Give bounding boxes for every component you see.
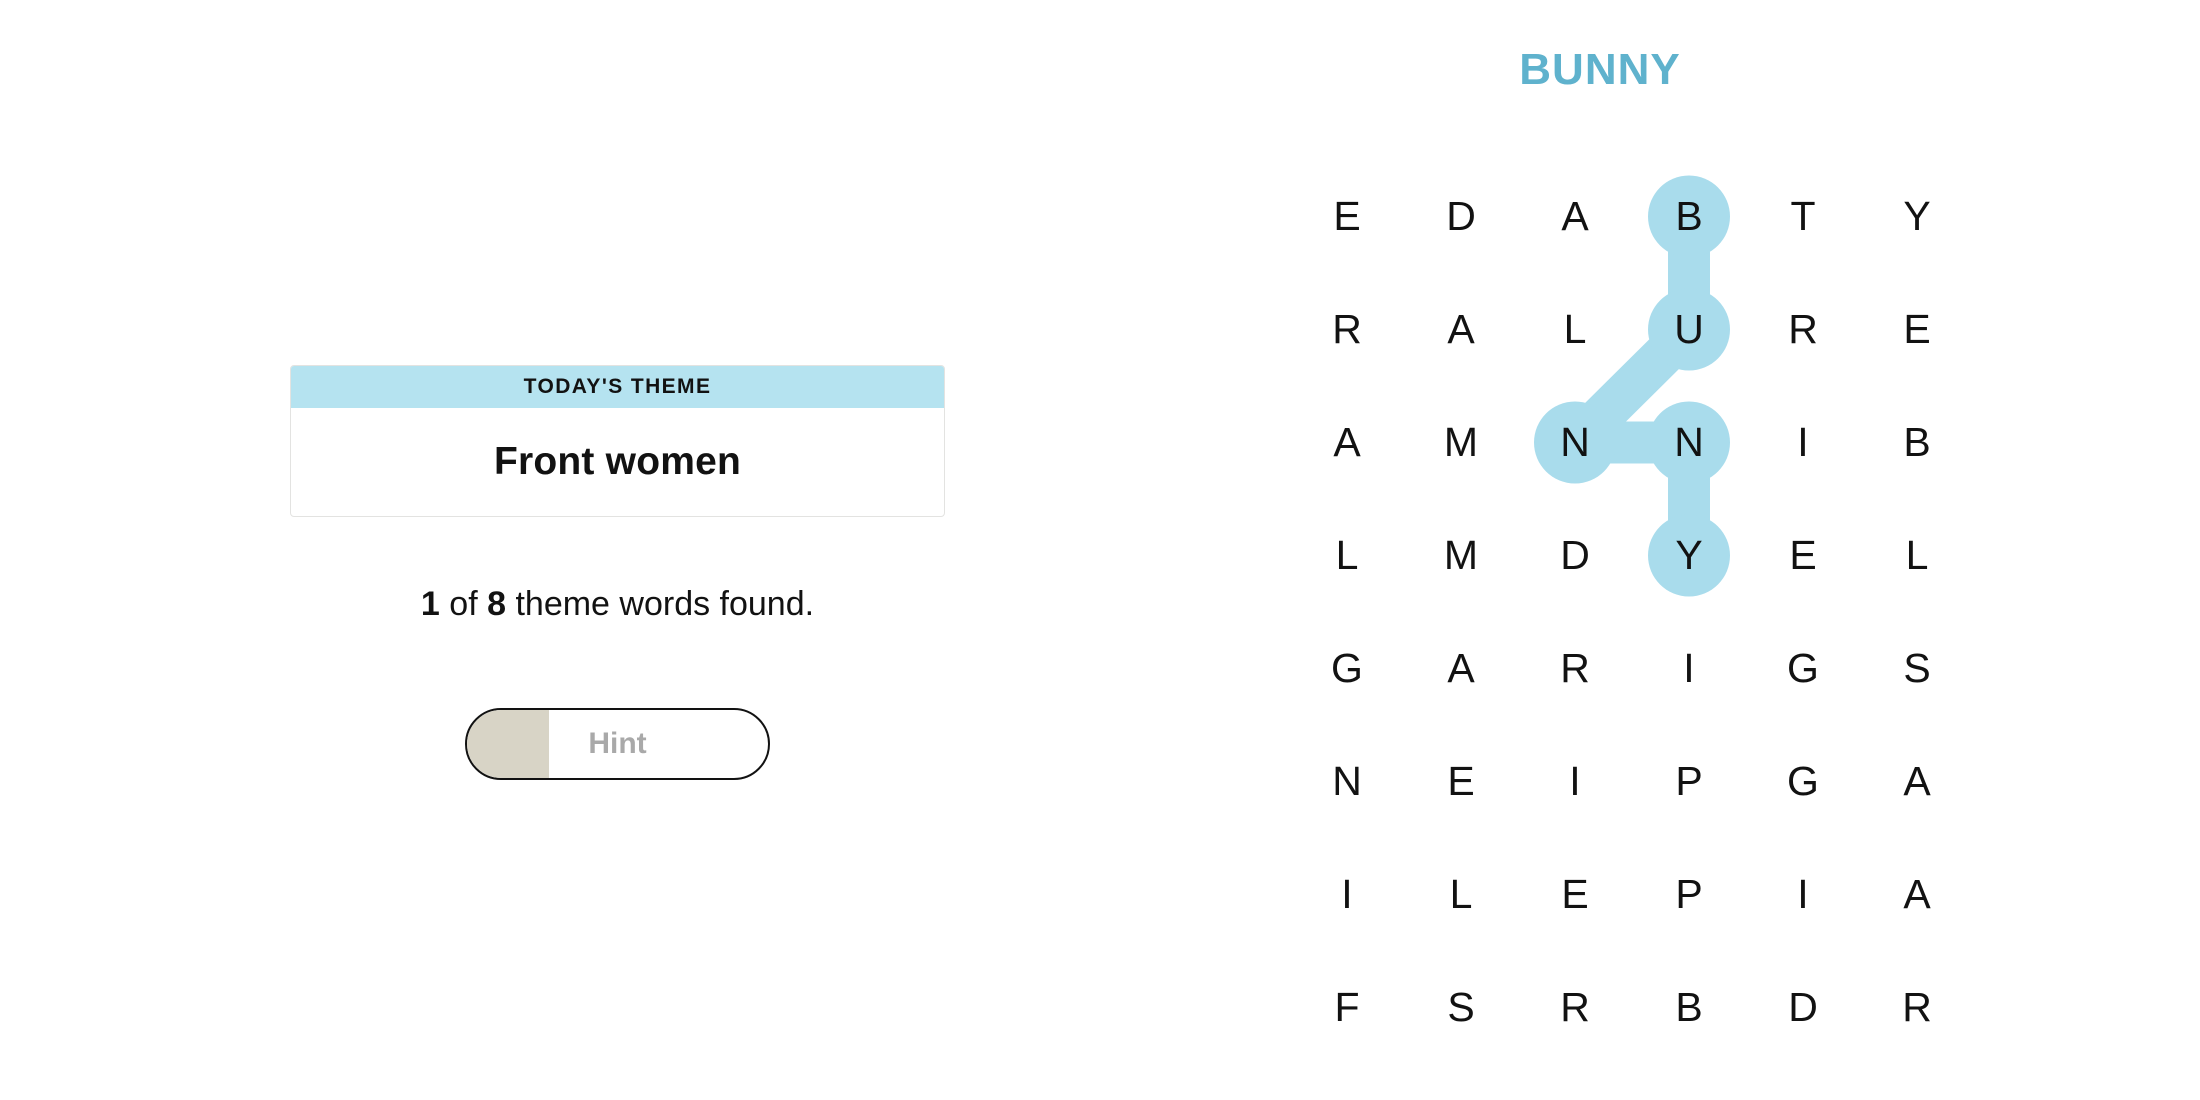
grid-cell[interactable]: E	[1333, 193, 1361, 239]
grid-cell[interactable]: D	[1560, 532, 1590, 578]
grid-cell[interactable]: P	[1675, 871, 1703, 917]
grid-cell[interactable]: I	[1569, 758, 1581, 804]
grid-cell[interactable]: A	[1447, 645, 1475, 691]
grid-cell[interactable]: Y	[1675, 532, 1703, 578]
grid-cell[interactable]: B	[1675, 984, 1703, 1030]
hint-button-label: Hint	[588, 727, 647, 760]
grid-cell[interactable]: S	[1903, 645, 1931, 691]
grid-cell[interactable]: Y	[1903, 193, 1931, 239]
grid-cell[interactable]: L	[1905, 532, 1929, 578]
grid-cell[interactable]: E	[1561, 871, 1589, 917]
progress-of-text: of	[439, 585, 488, 623]
grid-cell[interactable]: R	[1332, 306, 1362, 352]
progress-found-count: 1	[420, 585, 440, 623]
grid-cell[interactable]: M	[1443, 419, 1479, 465]
grid-cell[interactable]: R	[1560, 645, 1590, 691]
grid-cell[interactable]: I	[1797, 871, 1809, 917]
hint-button[interactable]	[465, 708, 770, 780]
grid-cell[interactable]: A	[1333, 419, 1361, 465]
grid-cell[interactable]: R	[1902, 984, 1932, 1030]
grid-cell[interactable]: A	[1561, 193, 1589, 239]
grid-cell[interactable]: N	[1332, 758, 1362, 804]
grid-cell[interactable]: L	[1563, 306, 1587, 352]
grid-cell[interactable]: R	[1788, 306, 1818, 352]
puzzle-panel	[1230, 0, 2200, 1100]
progress-suffix-text: theme words found.	[506, 585, 815, 623]
grid-cell[interactable]: G	[1331, 645, 1363, 691]
progress-text	[290, 585, 945, 624]
grid-cell[interactable]: U	[1674, 306, 1704, 352]
letter-grid[interactable]	[1290, 160, 1974, 1064]
grid-cell[interactable]: N	[1674, 419, 1704, 465]
grid-cell[interactable]: M	[1443, 532, 1479, 578]
grid-cell[interactable]: S	[1447, 984, 1475, 1030]
grid-cell[interactable]: L	[1335, 532, 1359, 578]
grid-cell[interactable]: N	[1560, 419, 1590, 465]
grid-cell[interactable]: D	[1788, 984, 1818, 1030]
grid-cell[interactable]: I	[1341, 871, 1353, 917]
theme-card-header	[291, 366, 944, 408]
grid-cell[interactable]: E	[1903, 306, 1931, 352]
grid-cell[interactable]: A	[1903, 758, 1931, 804]
grid-cell[interactable]: I	[1683, 645, 1695, 691]
progress-total-count: 8	[487, 585, 507, 623]
theme-card	[290, 365, 945, 517]
grid-cell[interactable]: I	[1797, 419, 1809, 465]
grid-cell[interactable]: F	[1334, 984, 1360, 1030]
grid-cell[interactable]: A	[1447, 306, 1475, 352]
grid-cell[interactable]: R	[1560, 984, 1590, 1030]
theme-card-body	[291, 408, 944, 516]
grid-cell[interactable]: L	[1449, 871, 1473, 917]
grid-cell[interactable]: P	[1675, 758, 1703, 804]
found-word-banner: BUNNY	[1519, 45, 1681, 94]
grid-cell[interactable]: B	[1903, 419, 1931, 465]
theme-card-header-label: TODAY'S THEME	[523, 375, 712, 398]
grid-cell[interactable]: G	[1787, 758, 1819, 804]
grid-cell[interactable]: E	[1789, 532, 1817, 578]
grid-cell[interactable]: A	[1903, 871, 1931, 917]
grid-cell[interactable]: G	[1787, 645, 1819, 691]
letter-grid-wrapper	[1290, 160, 1932, 1030]
grid-cell[interactable]: T	[1790, 193, 1816, 239]
theme-title: Front women	[493, 440, 742, 483]
grid-cell[interactable]: B	[1675, 193, 1703, 239]
grid-cell[interactable]: E	[1447, 758, 1475, 804]
grid-cell[interactable]: D	[1446, 193, 1476, 239]
